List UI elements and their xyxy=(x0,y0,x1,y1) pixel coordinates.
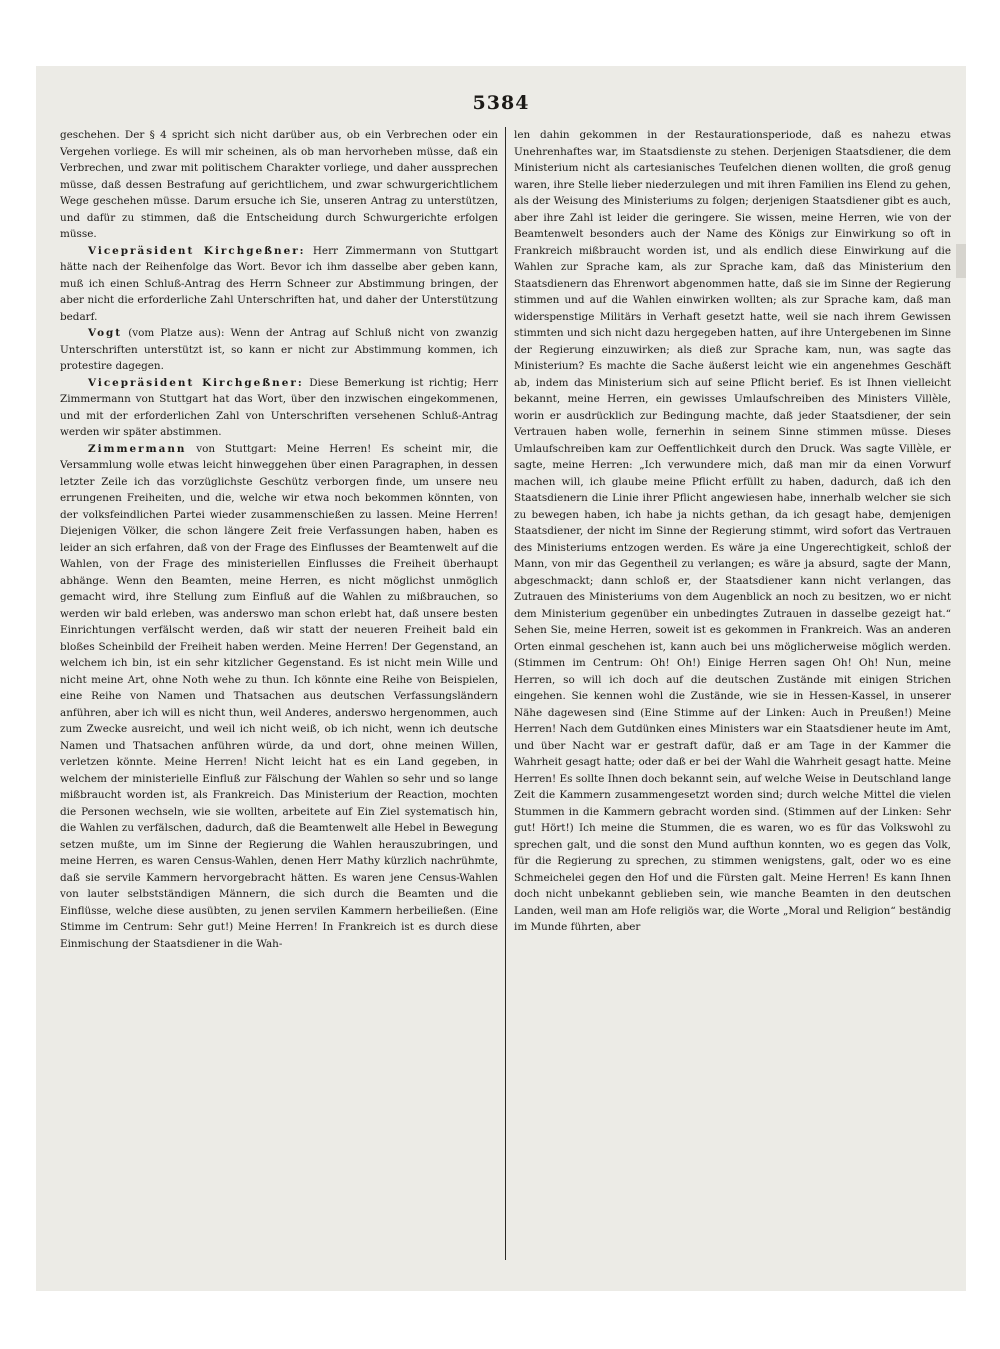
document-page xyxy=(36,66,966,1291)
paragraph xyxy=(60,375,498,441)
paragraph xyxy=(514,127,951,936)
speaker-name: Vicepräsident Kirchgeßner: xyxy=(88,376,304,389)
paragraph xyxy=(60,325,498,375)
paragraph xyxy=(60,127,498,243)
paragraph-text: Diese Bemerkung ist richtig; Herr Zimmermann von Stuttgart hat das Wort, über den inzwischen eingekommenen, und mit der erforderlichen Zahl von Unterschriften versehenen Schluß-Antrag werden wir später abstimmen. xyxy=(60,376,498,438)
speaker-name: Vicepräsident Kirchgeßner: xyxy=(88,244,306,257)
speaker-name: Zimmermann xyxy=(88,442,187,455)
paragraph-text: len dahin gekommen in der Restaurationsperiode, daß es nahezu etwas Unehrenhaftes war, im Staatsdienste zu stehen. Derjenigen Staatsdiener, die dem Ministerium nicht als cartesianisches Teufelchen dienen wollten, die groß genug waren, ihre Stelle lieber niederzulegen und mit ihren Familien ins Elend zu gehen, als der Weisung des Ministeriums zu folgen; derjenigen Staatsdiener gibt es auch, aber ihre Zahl ist leider die geringere. Sie wissen, meine Herren, wie von der Beamtenwelt besonders auch der Name des Königs zur Einwirkung so oft in Frankreich mißbraucht worden ist, und als endlich diese Einwirkung auf die Wahlen zur Sprache kam, als zur Sprache kam, daß das Ministerium den Staatsdienern das Ehrenwort abgenommen hatte, daß sie im Sinne der Regierung stimmen und auf die Wahlen einwirken wollten; als zur Sprache kam, daß man widerspenstige Militärs in Verhaft gesetzt hatte, weil sie nach ihrem Gewissen stimmten und sich nicht dazu hergegeben hatten, auf ihre Untergebenen im Sinne der Regierung einzuwirken; als dieß zur Sprache kam, nun, was sagte das Ministerium? Es machte die Sache äußerst leicht wie ein angenehmes Geschäft ab, indem das Ministerium sich auf seine Pflicht berief. Es ist Ihnen vielleicht bekannt, meine Herren, ein gewisses Umlaufschreiben des Ministers Villèle, worin er ausdrücklich zur Bedingung machte, daß jeder Staatsdiener, der sein Vertrauen haben wolle, fernerhin in seinem Sinne stimmen müsse. Dieses Umlaufschreiben kam zur Oeffentlichkeit durch den Druck. Was sagte Villèle, er sagte, meine Herren: „Ich verwundere mich, daß man mir da einen Vorwurf machen will, ich glaube meine Pflicht erfüllt zu haben, dadurch, daß ich den Staatsdienern die Linie ihrer Pflicht angewiesen habe, innerhalb welcher sie sich zu bewegen haben, ich habe ja nichts gethan, da ich gesagt habe, demjenigen Staatsdiener, der nicht im Sinne der Regierung stimmt, wird sofort das Vertrauen des Ministeriums entzogen werden. Es wäre ja eine Ungerechtigkeit, schloß der Mann, von mir das Gegentheil zu verlangen; es wäre ja absurd, sagte der Mann, abgeschmackt; dann schloß er, der Staatsdiener kann nicht verlangen, das Zutrauen des Ministeriums von dem Augenblick an noch zu besitzen, wo er nicht dem Ministerium gegenüber ein unbedingtes Zutrauen in dasselbe gezeigt hat.“ Sehen Sie, meine Herren, soweit ist es gekommen in Frankreich. Was an anderen Orten einmal geschehen ist, kann auch bei uns möglicherweise möglich werden. (Stimmen im Centrum: Oh! Oh!) Einige Herren sagen Oh! Oh! Nun, meine Herren, so will ich doch auf die deutschen Zustände mit einigen Strichen eingehen. Sie kennen wohl die Zustände, wie sie in Hessen-Kassel, in unserer Nähe dagewesen sind (Eine Stimme auf der Linken: Auch in Preußen!) Meine Herren! Nach dem Gutdünken eines Ministers war ein Staatsdiener heute im Amt, und über Nacht war er gestraft dafür, daß er am Tage in der Kammer die Wahrheit gesagt hatte; oder daß er bei der Wahl die Wahrheit gesagt hatte. Meine Herren! Es sollte Ihnen doch bekannt sein, auf welche Weise in Deutschland lange Zeit die Kammern zusammengesetzt worden sind; durch welche Mittel die vielen Stummen in die Kammern gebracht worden sind. (Stimmen auf der Linken: Sehr gut! Hört!) Ich meine die Stummen, die es waren, wo es für das Volkswohl zu sprechen galt, und die sonst den Mund aufthun konnten, wo es gegen das Volk, für die Regierung zu sprechen, zu stimmen wenigstens, galt, oder wo es eine Schmeichelei gegen den Hof und die Fürsten galt. Meine Herren! Es kann Ihnen doch nicht unbekannt geblieben sein, wie manche Beamten in den deutschen Landen, weil man am Hofe religiös war, die Worte „Moral und Religion“ beständig im Munde führten, aber xyxy=(514,129,951,933)
paragraph xyxy=(60,243,498,326)
paragraph-text: (vom Platze aus): Wenn der Antrag auf Schluß nicht von zwanzig Unterschriften unterstützt ist, so kann er nicht zur Abstimmung kommen, ich protestire dagegen. xyxy=(60,327,498,372)
speaker-name: Vogt xyxy=(88,327,123,339)
paragraph-text: von Stuttgart: Meine Herren! Es scheint mir, die Versammlung wolle etwas leicht hinweggehen über einen Paragraphen, in dessen letzter Zeile ich das vorzüglichste Geschütz verborgen finde, um unsere neu errungenen Freiheiten, und die, welche wir etwa noch bekommen könnten, von der volksfeindlichen Partei wieder zusammenschießen zu lassen. Meine Herren! Diejenigen Völker, die schon längere Zeit freie Verfassungen haben, haben es leider an sich erfahren, daß von der Frage des Einflusses der Beamtenwelt auf die Wahlen, von der Frage des ministeriellen Einflusses die Freiheit überhaupt abhänge. Wenn den Beamten, meine Herren, es nicht möglichst unmöglich gemacht wird, ihre Stellung zum Einfluß auf die Wahlen zu mißbrauchen, so werden wir bald erleben, was anderswo man schon erlebt hat, daß unsere besten Einrichtungen verfälscht werden, daß wir statt der neueren Freiheit bald ein bloßes Scheinbild der Freiheit haben werden. Meine Herren! Der Gegenstand, an welchem ich bin, ist ein sehr kitzlicher Gegenstand. Es ist nicht mein Wille und nicht meine Art, ohne Noth wehe zu thun. Ich könnte eine Reihe von Beispielen, eine Reihe von Namen und Thatsachen aus deutschen Verfassungsländern anführen, aber ich will es nicht thun, weil Anderes, anderswo hergenommen, auch zum Zwecke ausreicht, und weil ich nicht weiß, ob ich nicht, wenn ich deutsche Namen und Thatsachen anführen würde, da und dort, ohne meinen Willen, verletzen könnte. Meine Herren! Nicht leicht hat es ein Land gegeben, in welchem der ministerielle Einfluß zur Fälschung der Wahlen so sehr und so lange mißbraucht worden ist, als Frankreich. Das Ministerium der Reaction, mochten die Personen wechseln, wie sie wollten, arbeitete auf Ein Ziel systematisch hin, die Wahlen zu verfälschen, dadurch, daß die Beamtenwelt alle Hebel in Bewegung setzen mußte, um im Sinne der Regierung die Wahlen herauszubringen, und meine Herren, es waren Census-Wahlen, denen Herr Mathy kürzlich nachrühmte, daß sie servile Kammern hervorgebracht hätten. Es waren jene Census-Wahlen von lauter selbstständigen Männern, die sich durch die Beamten und die Einflüsse, welche diese ausübten, zu jenen servilen Kammern herbeiließen. (Eine Stimme im Centrum: Sehr gut!) Meine Herren! In Frankreich ist es durch diese Einmischung der Staatsdiener in die Wah- xyxy=(60,442,498,950)
left-column xyxy=(60,127,498,1260)
paragraph xyxy=(60,441,498,953)
right-column xyxy=(514,127,951,1260)
column-divider xyxy=(505,127,506,1260)
paragraph-text: geschehen. Der § 4 spricht sich nicht darüber aus, ob ein Verbrechen oder ein Vergehen vorliege. Es will mir scheinen, als ob man hervorheben müsse, daß ein Verbrechen, und zwar mit politischem Charakter vorliege, und daher aussprechen müsse, daß dessen Bestrafung auf gerichtlichem, und zwar schwurgerichtlichem Wege geschehen müsse. Darum ersuche ich Sie, unseren Antrag zu unterstützen, und dafür zu stimmen, daß die Entscheidung durch Schwurgerichte erfolgen müsse. xyxy=(60,129,498,240)
page-edge-mark xyxy=(956,244,966,278)
page-number: 5384 xyxy=(472,92,530,114)
paragraph-text: Herr Zimmermann von Stuttgart hätte nach der Reihenfolge das Wort. Bevor ich ihm dasselbe aber geben kann, muß ich einen Schluß-Antrag des Herrn Schneer zur Abstimmung bringen, der aber nicht die erforderliche Zahl Unterschriften hat, und daher der Unterstützung bedarf. xyxy=(60,244,498,323)
